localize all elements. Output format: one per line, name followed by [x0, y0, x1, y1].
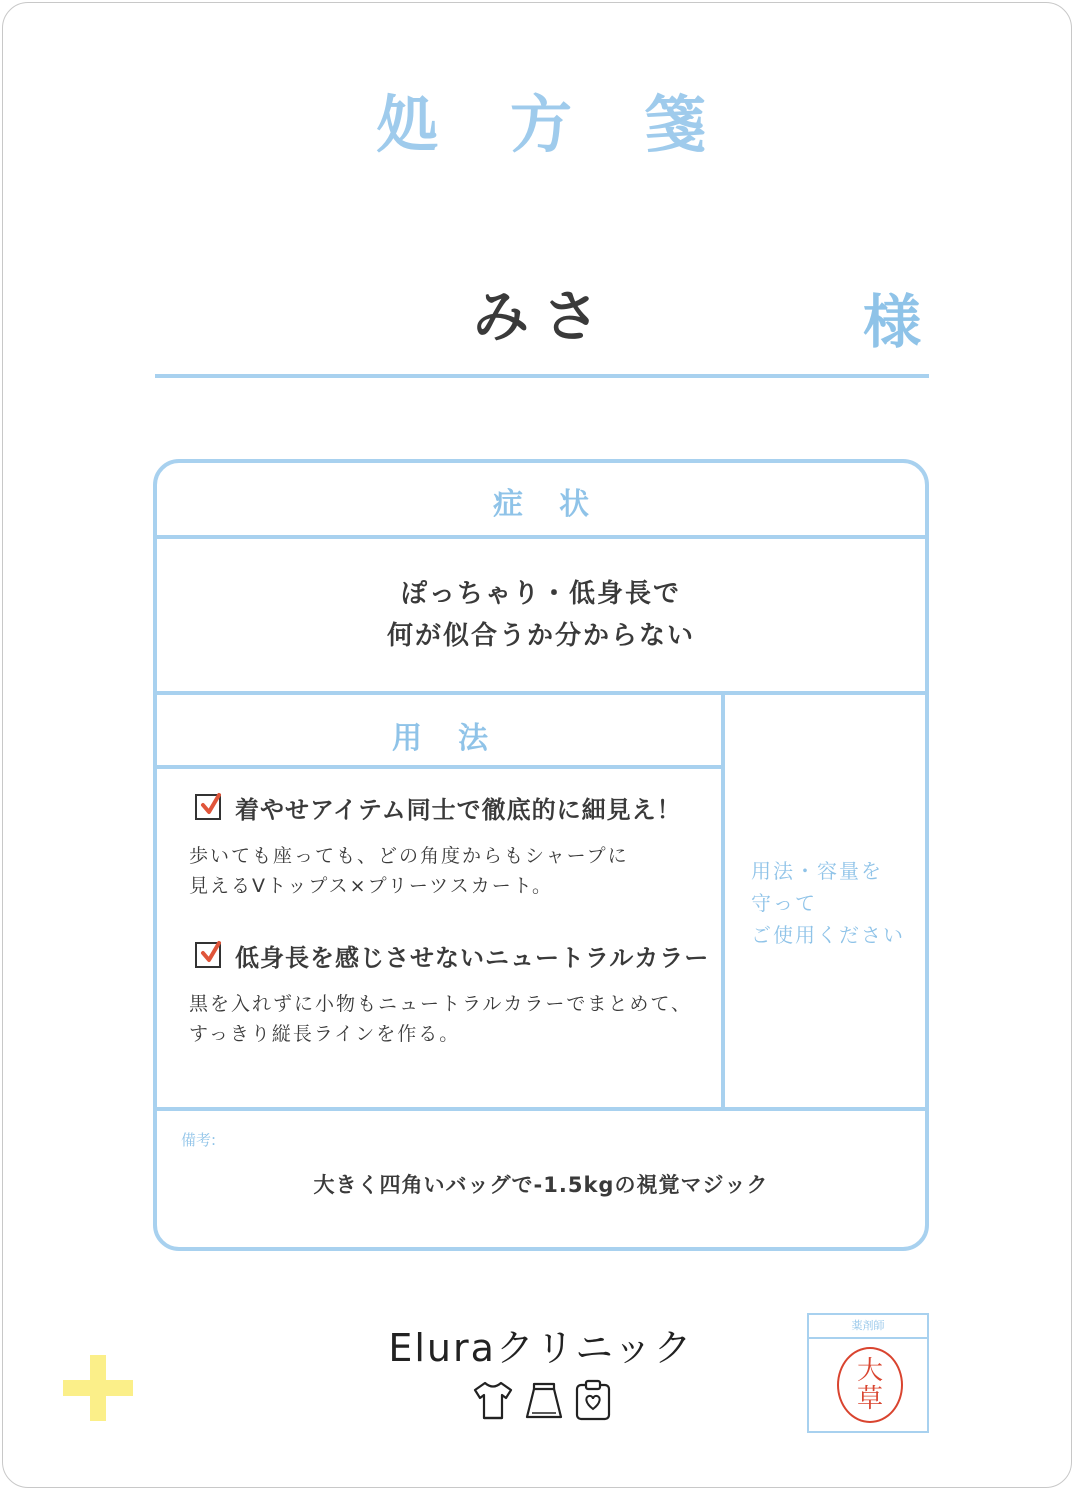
side-note-line: ご使用ください: [751, 923, 905, 947]
clinic-icons: [471, 1377, 613, 1423]
usage-item-desc: 歩いても座っても、どの角度からもシャープに: [189, 845, 629, 867]
plus-decoration-icon: [63, 1355, 133, 1421]
skirt-icon: [522, 1378, 566, 1422]
seal-stamp: [837, 1347, 903, 1423]
seal-char: 大: [856, 1356, 883, 1386]
symptom-line: ぽっちゃり・低身長で: [400, 579, 681, 609]
prescription-card: [2, 2, 1072, 1488]
clinic-name: Eluraクリニック: [388, 1326, 694, 1370]
usage-item-desc: すっきり縦長ラインを作る。: [189, 1023, 461, 1045]
divider: [157, 1107, 925, 1111]
symptoms-heading: 症状: [493, 487, 625, 522]
remarks-text: 大きく四角いバッグで-1.5kgの視覚マジック: [313, 1173, 769, 1197]
usage-item-desc: 見えるVトップス×プリーツスカート。: [189, 875, 553, 897]
tshirt-icon: [471, 1378, 515, 1422]
document-title: 処方箋: [375, 88, 778, 161]
usage-item-desc: 黒を入れずに小物もニュートラルカラーでまとめて、: [189, 993, 693, 1015]
checkmark-icon: [199, 792, 223, 818]
remarks-label: 備考:: [181, 1131, 217, 1149]
prescription-table: [153, 459, 929, 1251]
checkbox-checked[interactable]: [195, 942, 221, 968]
name-underline: [155, 374, 929, 378]
usage-side-note: [751, 855, 905, 951]
checkbox-checked[interactable]: [195, 794, 221, 820]
patient-name: みさ: [473, 285, 613, 350]
divider: [157, 535, 925, 539]
seal-char: 草: [856, 1384, 883, 1414]
side-note-line: 用法・容量を: [751, 859, 883, 883]
side-note-line: 守って: [751, 891, 817, 915]
usage-item-title: 着やせアイテム同士で徹底的に細見え！: [235, 795, 682, 824]
usage-heading: 用法: [392, 721, 524, 756]
divider: [157, 691, 925, 695]
honorific: 様: [863, 288, 922, 356]
pharmacist-stamp-box: [807, 1313, 929, 1433]
column-divider: [721, 691, 725, 1107]
symptom-line: 何が似合うか分からない: [386, 621, 695, 651]
divider: [157, 765, 723, 769]
usage-item: [195, 789, 682, 825]
stamp-label: 薬剤師: [809, 1315, 927, 1339]
usage-item-title: 低身長を感じさせないニュートラルカラー: [235, 943, 710, 972]
clipboard-heart-icon: [573, 1378, 613, 1422]
checkmark-icon: [199, 940, 223, 966]
usage-item: [195, 937, 709, 973]
